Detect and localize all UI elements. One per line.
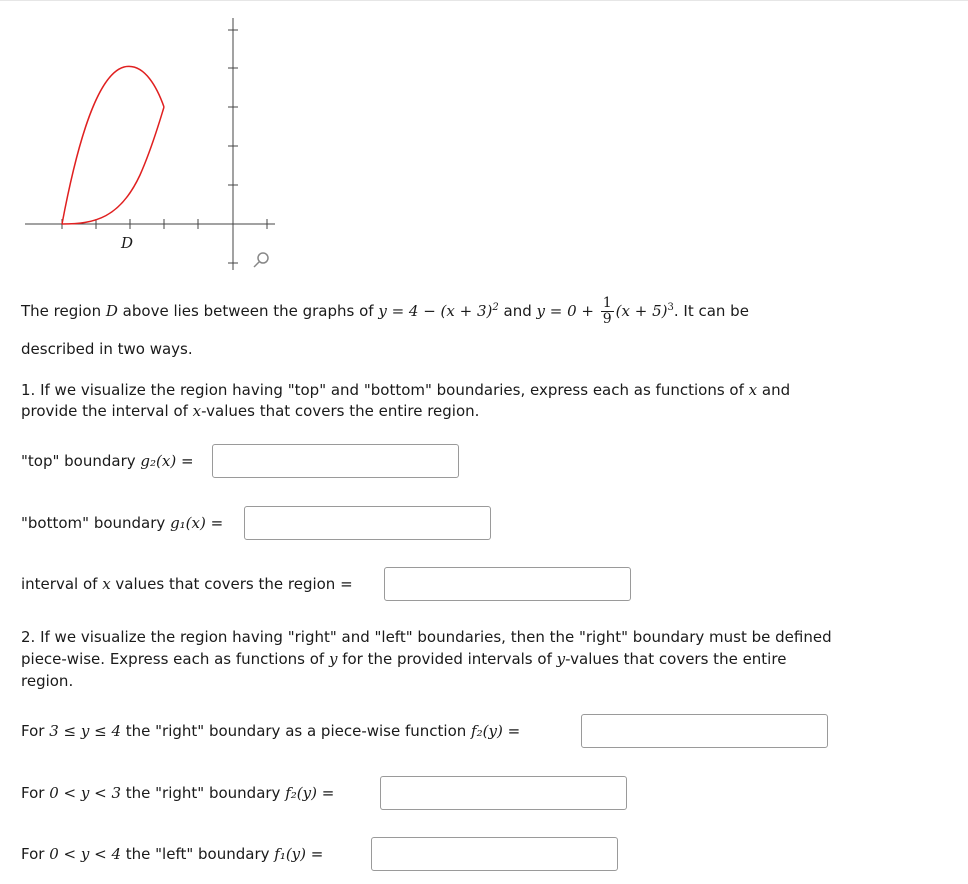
part1-line-2	[21, 402, 479, 420]
function-f2: f₂(y)	[285, 784, 317, 802]
variable-y: y	[328, 650, 338, 668]
for-text: For	[21, 845, 50, 863]
top-boundary-input[interactable]	[212, 444, 459, 478]
bottom-boundary-label	[21, 514, 223, 532]
part2-text: -values that covers the entire	[565, 650, 787, 668]
right-lower-input[interactable]	[380, 776, 627, 810]
function-f1: f₁(y)	[274, 845, 307, 863]
variable-x: x	[748, 381, 758, 399]
condition-0-to-4: 0 < y < 4	[49, 845, 121, 863]
equation-2-suffix: (x + 5)	[615, 302, 668, 320]
intro-text: The region	[21, 302, 106, 320]
right-upper-input[interactable]	[581, 714, 828, 748]
right-upper-label	[21, 722, 520, 740]
equals-sign: =	[316, 784, 335, 802]
upper-boundary-curve	[62, 66, 164, 224]
variable-y: y	[556, 650, 566, 668]
label-text: the "left" boundary	[121, 845, 275, 863]
function-g1: g₁(x)	[170, 514, 206, 532]
fraction-numerator: 1	[602, 295, 612, 311]
for-text: For	[21, 784, 50, 802]
right-lower-label	[21, 784, 334, 802]
equation-2-exponent: 3	[667, 302, 674, 313]
part2-text: for the provided intervals of	[337, 650, 557, 668]
intro-text: . It can be	[673, 302, 749, 320]
equation-1	[378, 302, 498, 320]
part1-text: provide the interval of	[21, 402, 193, 420]
variable-x: x	[192, 402, 202, 420]
left-boundary-input[interactable]	[371, 837, 618, 871]
fraction-denominator: 9	[602, 311, 612, 327]
zoom-icon[interactable]	[254, 253, 268, 267]
equation-1-exponent: 2	[492, 302, 499, 313]
equals-sign: =	[335, 575, 353, 593]
function-g2: g₂(x)	[140, 452, 177, 470]
part2-line-1: 2. If we visualize the region having "right" and "left" boundaries, then the "right" boundary must be defined	[21, 628, 832, 646]
equation-2-prefix: y = 0 +	[536, 302, 599, 320]
region-graph	[0, 0, 300, 290]
part1-text: and	[757, 381, 791, 399]
for-text: For	[21, 722, 50, 740]
label-text: "top" boundary	[21, 452, 141, 470]
region-label: D	[121, 234, 134, 252]
label-text: the "right" boundary as a piece-wise function	[121, 722, 472, 740]
part1-line-1	[21, 381, 790, 399]
function-f2: f₂(y)	[471, 722, 503, 740]
interval-label	[21, 575, 353, 593]
region-symbol: D	[105, 302, 118, 320]
and-text: and	[498, 302, 537, 320]
intro-text: above lies between the graphs of	[117, 302, 379, 320]
equals-sign: =	[502, 722, 521, 740]
part1-text: 1. If we visualize the region having "top" and "bottom" boundaries, express each as functions of	[21, 381, 749, 399]
variable-x: x	[102, 575, 111, 593]
label-text: the "right" boundary	[121, 784, 286, 802]
label-text: "bottom" boundary	[21, 514, 171, 532]
interval-input[interactable]	[384, 567, 631, 601]
left-boundary-label	[21, 845, 323, 863]
intro-line-1	[21, 296, 749, 327]
condition-3-to-4: 3 ≤ y ≤ 4	[49, 722, 121, 740]
condition-0-to-3: 0 < y < 3	[49, 784, 121, 802]
part2-line-2	[21, 650, 786, 668]
lower-boundary-curve	[62, 107, 164, 224]
part2-text: piece-wise. Express each as functions of	[21, 650, 329, 668]
equals-sign: =	[176, 452, 194, 470]
equation-1-text: y = 4 − (x + 3)	[378, 302, 493, 320]
equals-sign: =	[205, 514, 224, 532]
top-boundary-label	[21, 452, 194, 470]
label-text: values that covers the region	[110, 575, 336, 593]
equals-sign: =	[306, 845, 324, 863]
fraction	[601, 296, 614, 327]
part1-text: -values that covers the entire region.	[201, 402, 480, 420]
intro-line-2: described in two ways.	[21, 340, 193, 358]
bottom-boundary-input[interactable]	[244, 506, 491, 540]
label-text: interval of	[21, 575, 103, 593]
part2-line-3: region.	[21, 672, 74, 690]
